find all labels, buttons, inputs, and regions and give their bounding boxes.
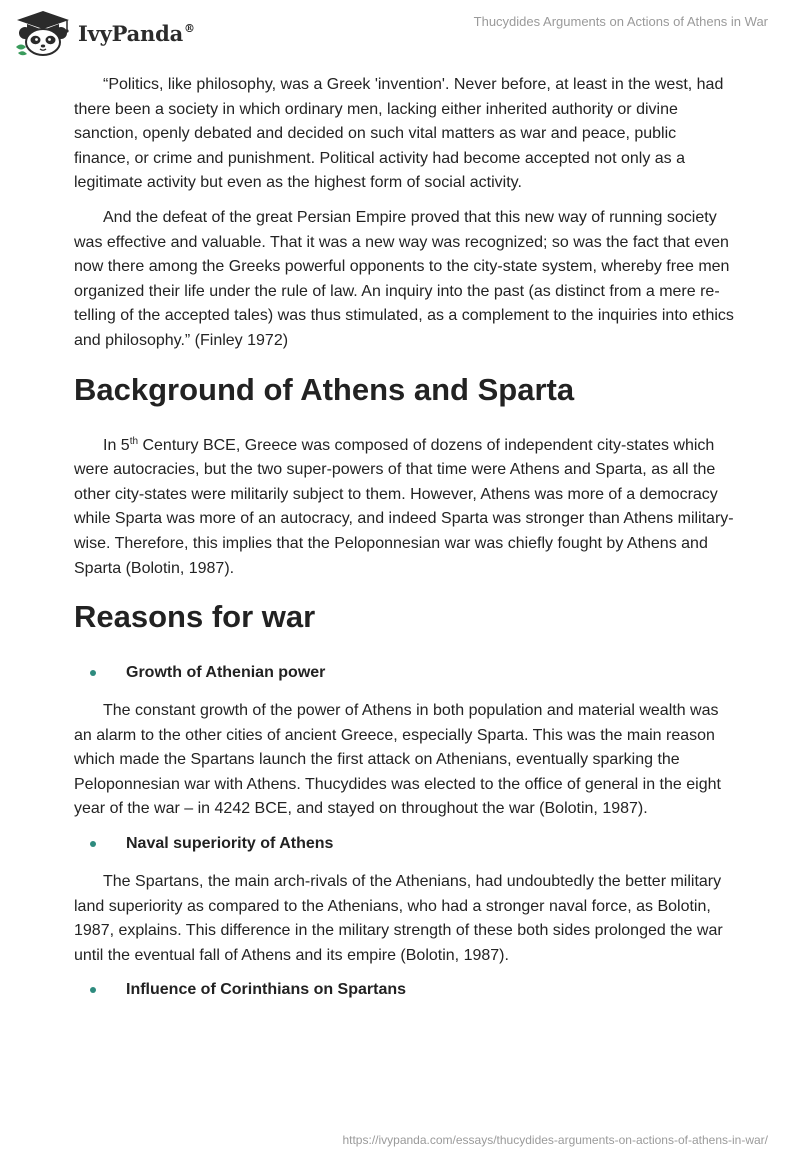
logo-wordmark [78, 21, 195, 46]
quote-paragraph-2: And the defeat of the great Persian Empire proved that this new way of running society was effective and valuable. That it was a new way was recognized; so was the fact that even now there among the Greeks powerful opponents to the city-state system, whereby free men organized their life under the rule of law. An inquiry into the past (as distinct from a mere re-telling of the accepted tales) was thus stimulated, as a complement to the inquiries into ethics and philosophy.” (Finley 1972) [74, 208, 734, 349]
bullet-label: Naval superiority of Athens [126, 835, 334, 853]
source-url-link[interactable]: https://ivypanda.com/essays/thucydides-arguments-on-actions-of-athens-in-war/ [342, 1133, 768, 1147]
heading-reasons: Reasons for war [74, 599, 316, 635]
bullet-growth-of-athenian-power [74, 661, 734, 685]
bullet-dot-icon [90, 670, 96, 676]
heading-background: Background of Athens and Sparta [74, 371, 575, 407]
bullet-dot-icon [90, 987, 96, 993]
bullet-label: Influence of Corinthians on Spartans [126, 981, 407, 999]
naval-paragraph: The Spartans, the main arch-rivals of the Athenians, had undoubtedly the better military land superiority as compared to the Athenians, who had a stronger naval force, as Bolotin, 1987, explains. This difference in the military strength of these both sides prolonged the war until the eventual fall of Athens and its empire (Bolotin, 1987). [74, 873, 723, 964]
page-header [0, 0, 800, 66]
bullet-naval-superiority [74, 832, 734, 856]
panda-graduation-cap-icon [14, 9, 72, 57]
bullet-label: Growth of Athenian power [126, 664, 326, 682]
background-text-rest: Century BCE, Greece was composed of dozens of independent city-states which were autocracies, but the two super-powers of that time were Athens and Sparta, as all the other city-states were militarily subject to them. However, Athens was more of a democracy while Sparta was more of an autocracy, and indeed Sparta was stronger than Athens military-wise. Therefore, this implies that the Peloponnesian war was chiefly fought by Athens and Sparta (Bolotin, 1987). [74, 436, 734, 577]
growth-paragraph: The constant growth of the power of Athens in both population and material wealth was an alarm to the other cities of ancient Greece, especially Sparta. This was the main reason which made the Spartans launch the first attack on Athenians, eventually sparking the Peloponnesian war with Athens. Thucydides was elected to the office of general in the eight year of the war – in 4242 BCE, and stayed on throughout the war (Bolotin, 1987). [74, 702, 721, 818]
background-text-start: In 5 [103, 436, 130, 454]
bullet-influence-of-corinthians [74, 978, 734, 1002]
background-paragraph [74, 434, 734, 582]
document-title: Thucydides Arguments on Actions of Athens in War [473, 14, 768, 29]
ivypanda-logo[interactable] [14, 8, 195, 58]
ordinal-superscript: th [129, 435, 139, 447]
bullet-dot-icon [90, 841, 96, 847]
logo-text: IvyPanda [78, 20, 184, 46]
essay-content [74, 73, 734, 1016]
registered-mark: ® [184, 21, 195, 35]
quote-paragraph-1: “Politics, like philosophy, was a Greek 'invention'. Never before, at least in the west, had there been a society in which ordinary men, lacking either inherited authority or divine sanction, openly debated and decided on such vital matters as war and peace, public finance, or crime and punishment. Political activity had become accepted not only as a legitimate activity but even as the highest form of social activity. [74, 76, 724, 192]
